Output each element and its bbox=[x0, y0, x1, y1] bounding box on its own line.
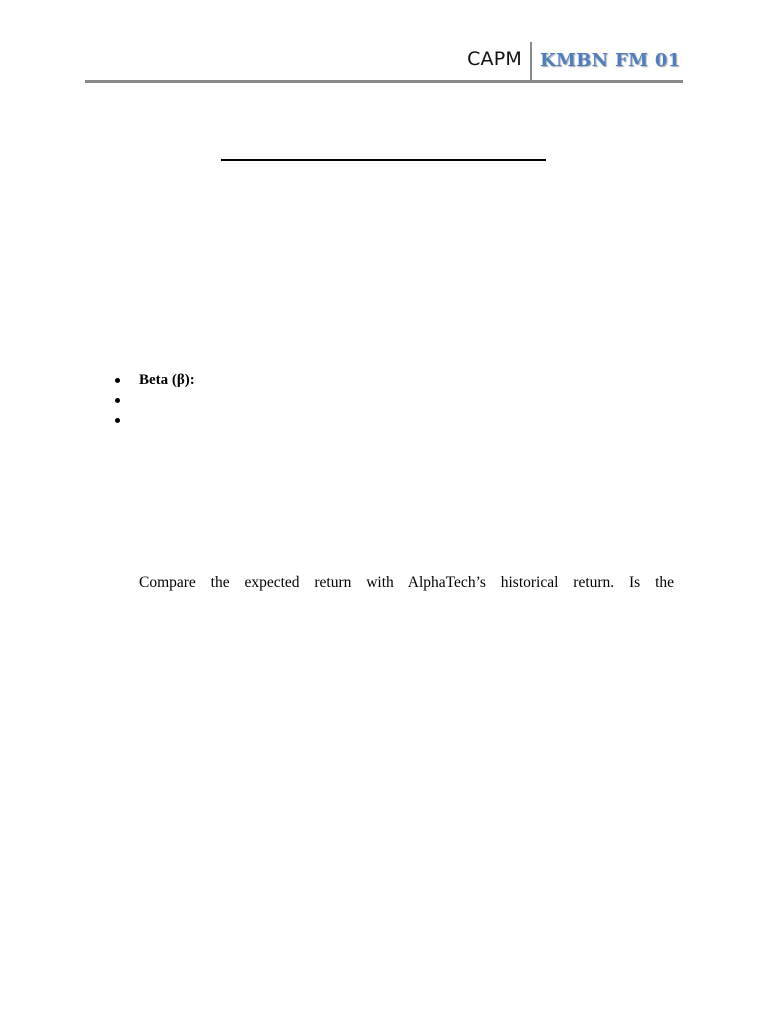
bullet-item bbox=[112, 410, 195, 430]
header-divider bbox=[530, 42, 532, 82]
header-course-code: KMBN FM 01 bbox=[540, 50, 681, 71]
bullet-dot-icon bbox=[115, 418, 120, 423]
bullet-item bbox=[112, 390, 195, 410]
question-paragraph: Compare the expected return with AlphaTech’s historical return. Is the bbox=[139, 573, 674, 591]
title-underline bbox=[221, 159, 546, 161]
bullet-item bbox=[112, 370, 195, 390]
bullet-label: Beta (β): bbox=[139, 372, 195, 388]
bullet-dot-icon bbox=[115, 378, 120, 383]
bullet-list bbox=[112, 370, 195, 430]
bullet-dot-icon bbox=[115, 398, 120, 403]
header-rule bbox=[85, 80, 683, 83]
header-title: CAPM bbox=[467, 48, 522, 70]
